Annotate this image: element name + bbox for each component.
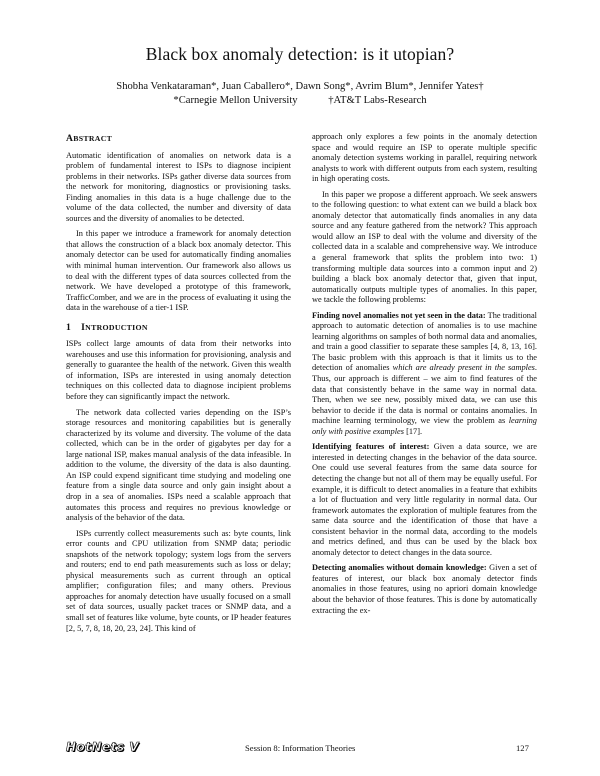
left-column <box>66 134 291 639</box>
abstract-heading: ABSTRACT <box>66 133 113 144</box>
affiliation-cmu: *Carnegie Mellon University <box>173 95 298 106</box>
section-number: 1 <box>66 321 72 333</box>
right-column <box>312 132 537 621</box>
paper-title: Black box anomaly detection: is it utopian? <box>145 44 455 64</box>
introduction-heading: 1 INTRODUCTION <box>66 321 148 333</box>
identifying-features-heading: Identifying features of interest: <box>312 442 430 452</box>
hotnets-logo: HotNets V <box>66 740 140 754</box>
page-number: 127 <box>516 743 529 753</box>
affiliations <box>0 94 600 108</box>
right-paragraph-1: approach only explores a few points in the anomaly detection space and would require an ISP to operate multiple specific anomaly detection systems working in parallel, requiring network analysts to work with different outputs from each system, resulting in high operating costs. <box>312 132 537 184</box>
right-paragraph-4: Identifying features of interest: Given a data source, we are interested in detecting changes in the behavior of the data source. One could use several features from the same data source for detecting the change but not all of them may be equally useful. For example, it is difficult to detect anomalies in a feature that exhibits a lot of fluctuation and very little regularity in normal data. Our framework automates the exploration of multiple features from the same data source and the identification of those that have a consistent behavior in the normal data, according to the models and metrics defined, and thus can be used by the black box anomaly detector to detect changes in the data source. <box>312 442 537 557</box>
intro-paragraph-1: ISPs collect large amounts of data from their networks into warehouses and use this information for provisioning, analysis and generally to guarantee the health of the network. Given this wealth of information, ISPs are interested in using anomaly detection techniques on this collected data to diagnose incipient problems before they can significantly impact the network. <box>66 339 291 402</box>
abstract-paragraph-2: In this paper we introduce a framework for anomaly detection that allows the construction of a black box anomaly detector. This anomaly detector can be used for automatically finding anomalies with minimal human intervention. Our framework also allows us to deal with the different types of data sources collected from the network. We have developed a prototype of this framework, TrafficComber, and we are in the process of evaluating it using the data in the warehouse of a tier-1 ISP. <box>66 229 291 313</box>
intro-paragraph-2: The network data collected varies depending on the ISP’s storage resources and monitoring capabilities but is generally characterized by its volume and diversity. The volume of the data collected, which can be in the order of gigabytes per day for a large national ISP, makes manual analysis of the data infeasible. In addition to the volume, the diversity of the data is also daunting. An ISP could expend significant time studying and modeling one feature from a single data source and only gain insight about a drop in a sea of anomalies. ISPs need a scalable approach that automates this process and requires no previous knowledge or analysis of the behavior of the data. <box>66 407 291 523</box>
abstract-paragraph-1: Automatic identification of anomalies on network data is a problem of fundamental interest to ISPs to diagnose incipient problems in their networks. ISPs gather diverse data sources from the network for monitoring, diagnostics or provisioning tasks. Finding anomalies in this data is a huge challenge due to the volume of the data collected, the number and diversity of data sources and the diversity of anomalies to be detected. <box>66 150 291 223</box>
page-footer <box>0 740 600 759</box>
detecting-anomalies-heading: Detecting anomalies without domain knowledge: <box>312 563 487 573</box>
session-label: Session 8: Information Theories <box>245 743 356 753</box>
finding-novel-anomalies-heading: Finding novel anomalies not yet seen in the data: <box>312 310 486 320</box>
right-paragraph-2: In this paper we propose a different approach. We seek answers to the following question: to what extent can we build a black box anomaly detector that automatically finds anomalies in any data source and any feature gathered from the network? This approach would allow an ISP to deal with the volume and diversity of the collected data in a scalable and comprehensive way. We introduce a general framework that splits the problem into two: 1) transforming multiple data sources into a common input and 2) building a black box anomaly detector that, given that input, automatically outputs multiple types of anomalies. In this paper, we tackle the following problems: <box>312 189 537 305</box>
right-paragraph-3: Finding novel anomalies not yet seen in the data: The traditional approach to automatic detection of anomalies is to use machine learning algorithms on samples of both normal data and anomalies, and train a good classifier to separate these samples [4, 8, 13, 16]. The basic problem with this approach is that it limits us to the detection of anomalies which are already present in the samples. Thus, our approach is different – we aim to find features of the data that consistently behave in the same way in normal data. Then, when we see new, possibly mixed data, we can use this behavior to decide if the data is normal or contains anomalies. In machine learning terminology, we view the problem as learning only with positive examples [17]. <box>312 310 538 436</box>
right-paragraph-5: Detecting anomalies without domain knowledge: Given a set of features of interest, our black box anomaly detector finds anomalies in those features, using no apriori domain knowledge about the behavior of those features. This is done by automatically extracting the ex- <box>312 563 537 615</box>
author-list: Shobha Venkataraman*, Juan Caballero*, Dawn Song*, Avrim Blum*, Jennifer Yates† <box>116 81 484 92</box>
intro-paragraph-3: ISPs currently collect measurements such as: byte counts, link error counts and CPU utilization from SNMP data; periodic snapshots of the network topology; system logs from the servers and routers; end to end path measurements such as loss or delay; physical measurements such as current through an optical amplifier; configuration files; and many others. Previous approaches for anomaly detection have usually focused on a small set of data sources, usually packet traces or SNMP data, and a small set of features like volume, byte counts, or IP header features [2, 5, 7, 8, 18, 20, 23, 24]. This kind of <box>66 528 291 633</box>
affiliation-att: †AT&T Labs-Research <box>328 95 427 106</box>
